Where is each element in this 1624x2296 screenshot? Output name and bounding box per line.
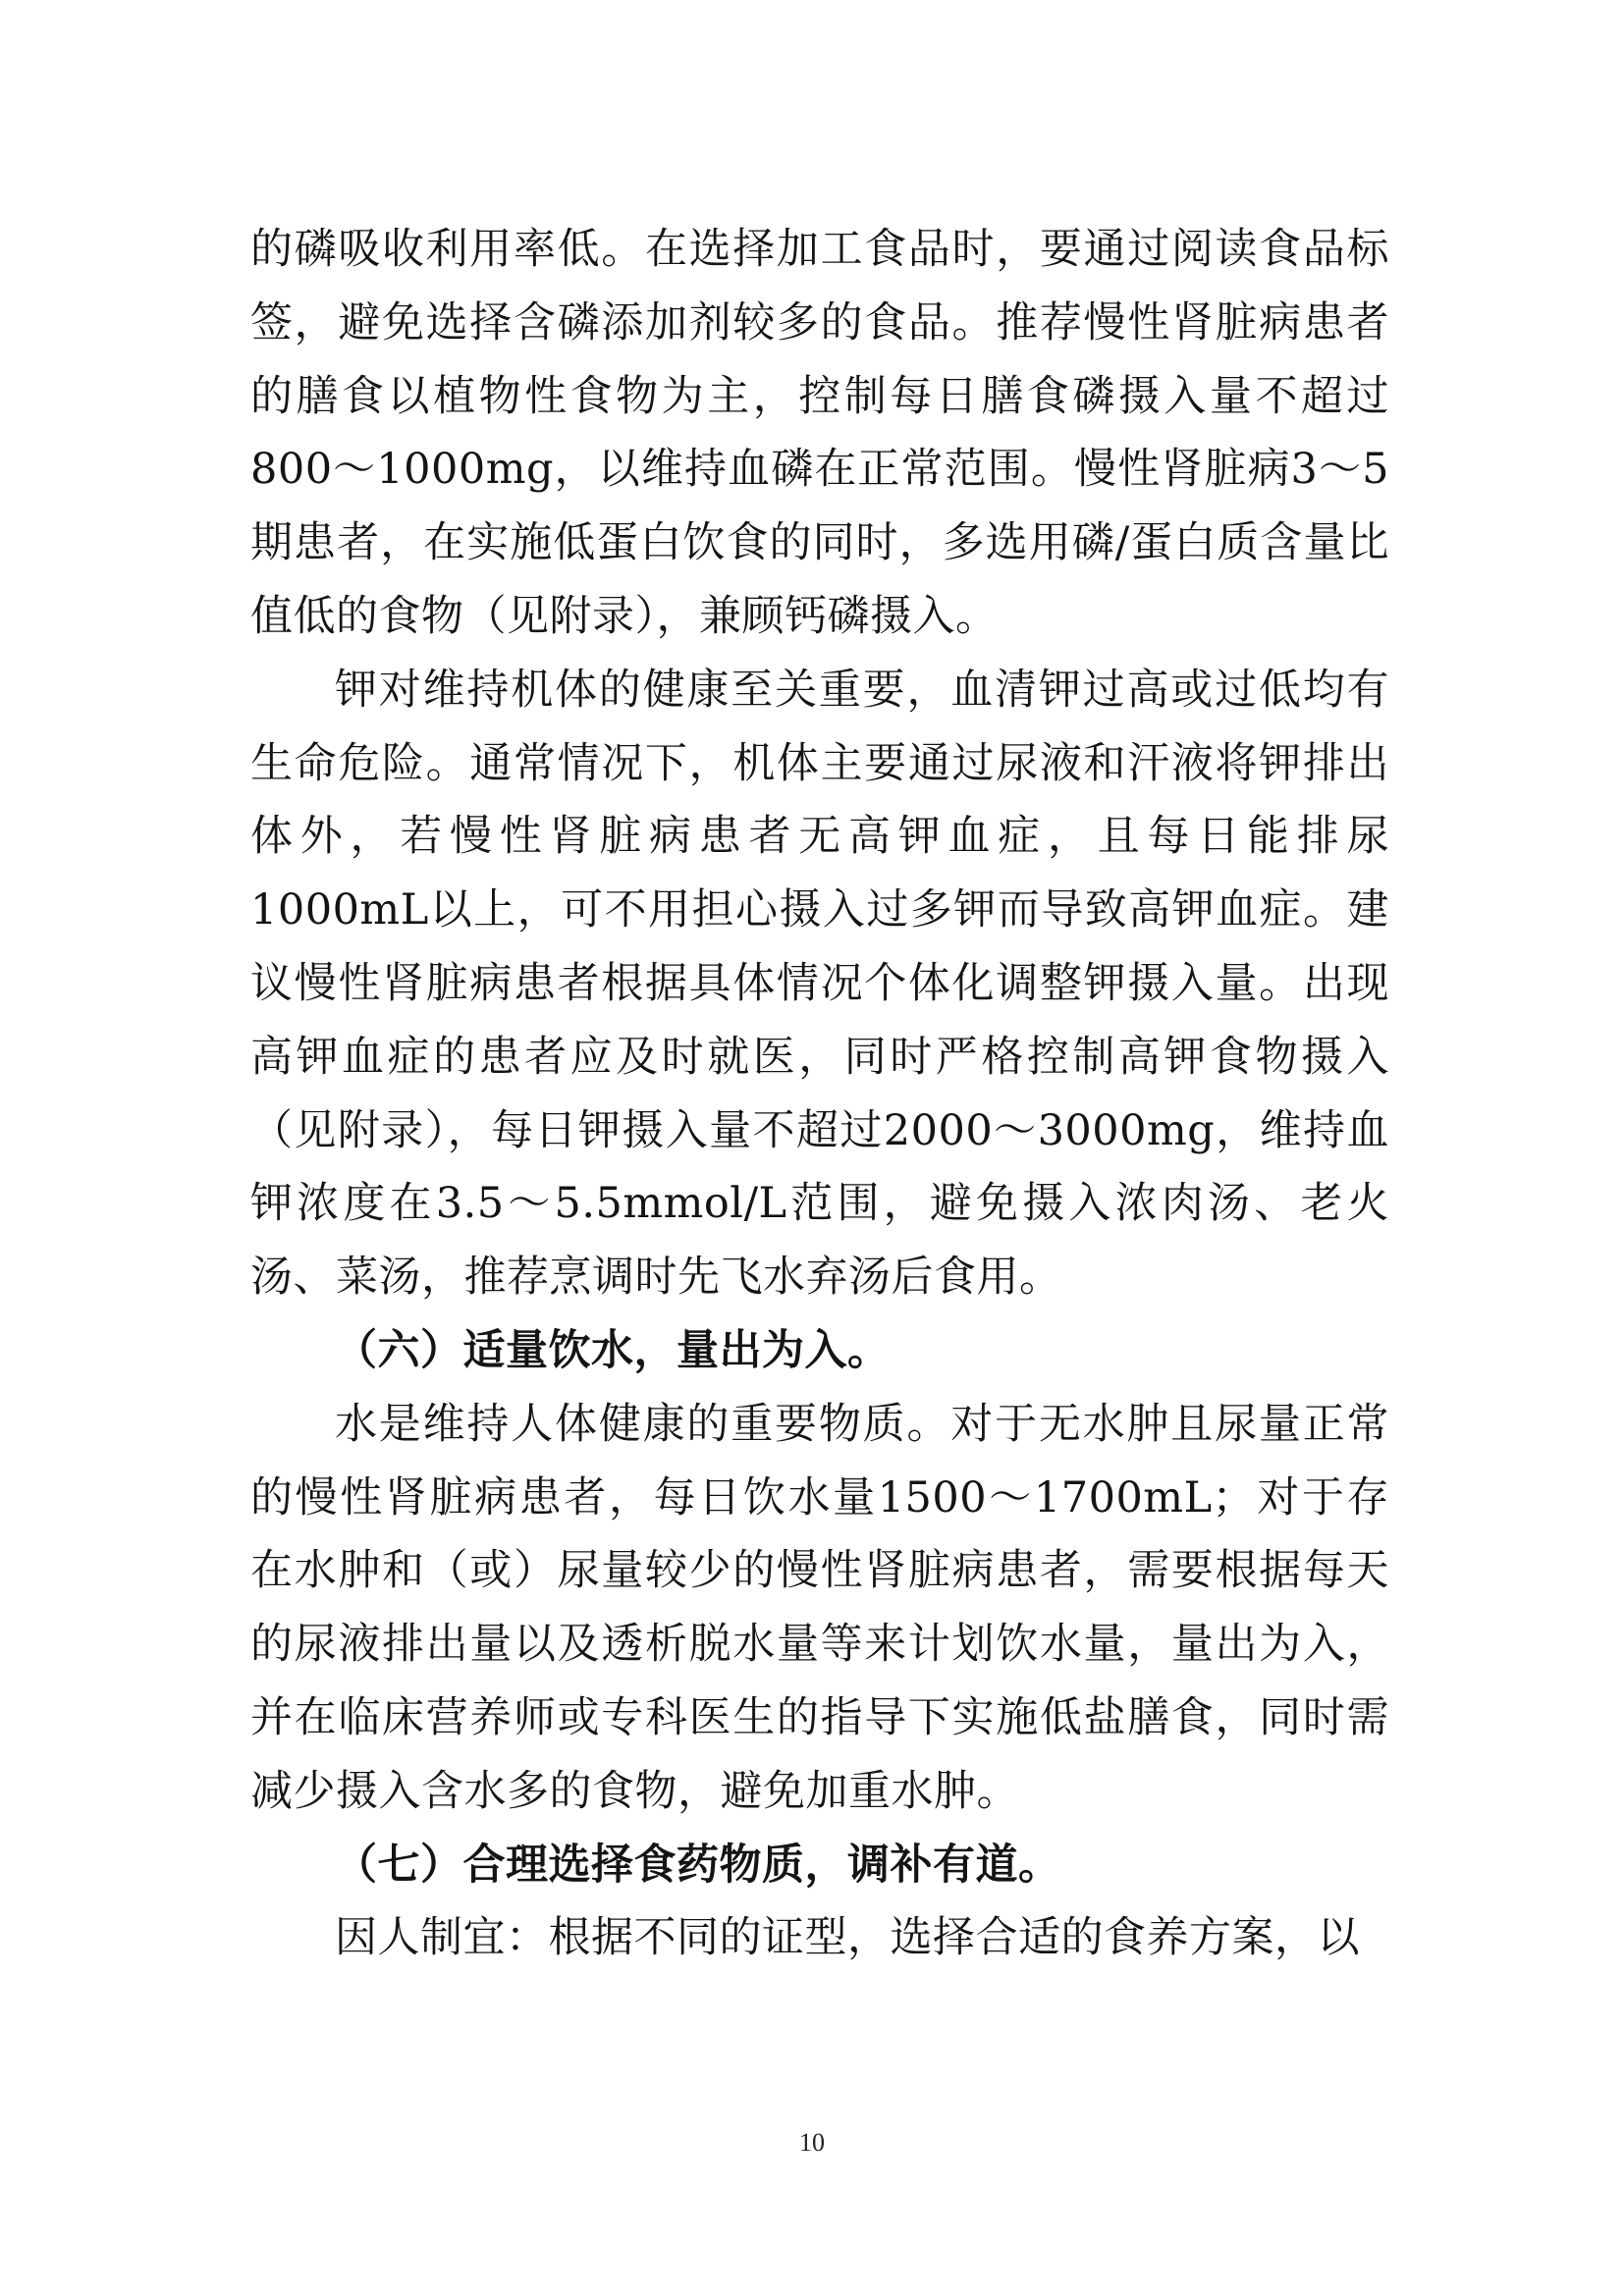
section-heading-food-medicine: （七）合理选择食药物质，调补有道。 <box>335 1840 1061 1890</box>
paragraph-individualized: 因人制宜：根据不同的证型，选择合适的食养方案，以 <box>335 1913 1360 1963</box>
page-number: 10 <box>799 2128 825 2157</box>
paragraph-phosphorus: 的磷吸收利用率低。在选择加工食品时，要通过阅读食品标签，避免选择含磷添加剂较多的食品。推荐慢性肾脏病患者的膳食以植物性食物为主，控制每日膳食磷摄入量不超过800～1000mg，以维持血磷在正常范围。慢性肾脏病3～5期患者，在实施低蛋白饮食的同时，多选用磷/蛋白质含量比值低的食物（见附录），兼顾钙磷摄入。 <box>250 225 1389 641</box>
section-heading-water: （六）适量饮水，量出为入。 <box>335 1325 891 1375</box>
body-text <box>250 213 1389 1975</box>
paragraph-potassium: 钾对维持机体的健康至关重要，血清钾过高或过低均有生命危险。通常情况下，机体主要通过尿液和汗液将钾排出体外，若慢性肾脏病患者无高钾血症，且每日能排尿1000mL以上，可不用担心摄入过多钾而导致高钾血症。建议慢性肾脏病患者根据具体情况个体化调整钾摄入量。出现高钾血症的患者应及时就医，同时严格控制高钾食物摄入（见附录），每日钾摄入量不超过2000～3000mg，维持血钾浓度在3.5～5.5mmol/L范围，避免摄入浓肉汤、老火汤、菜汤，推荐烹调时先飞水弃汤后食用。 <box>250 665 1389 1303</box>
paragraph-water: 水是维持人体健康的重要物质。对于无水肿且尿量正常的慢性肾脏病患者，每日饮水量1500～1700mL；对于存在水肿和（或）尿量较少的慢性肾脏病患者，需要根据每天的尿液排出量以及透析脱水量等来计划饮水量，量出为入，并在临床营养师或专科医生的指导下实施低盐膳食，同时需减少摄入含水多的食物，避免加重水肿。 <box>250 1399 1389 1816</box>
